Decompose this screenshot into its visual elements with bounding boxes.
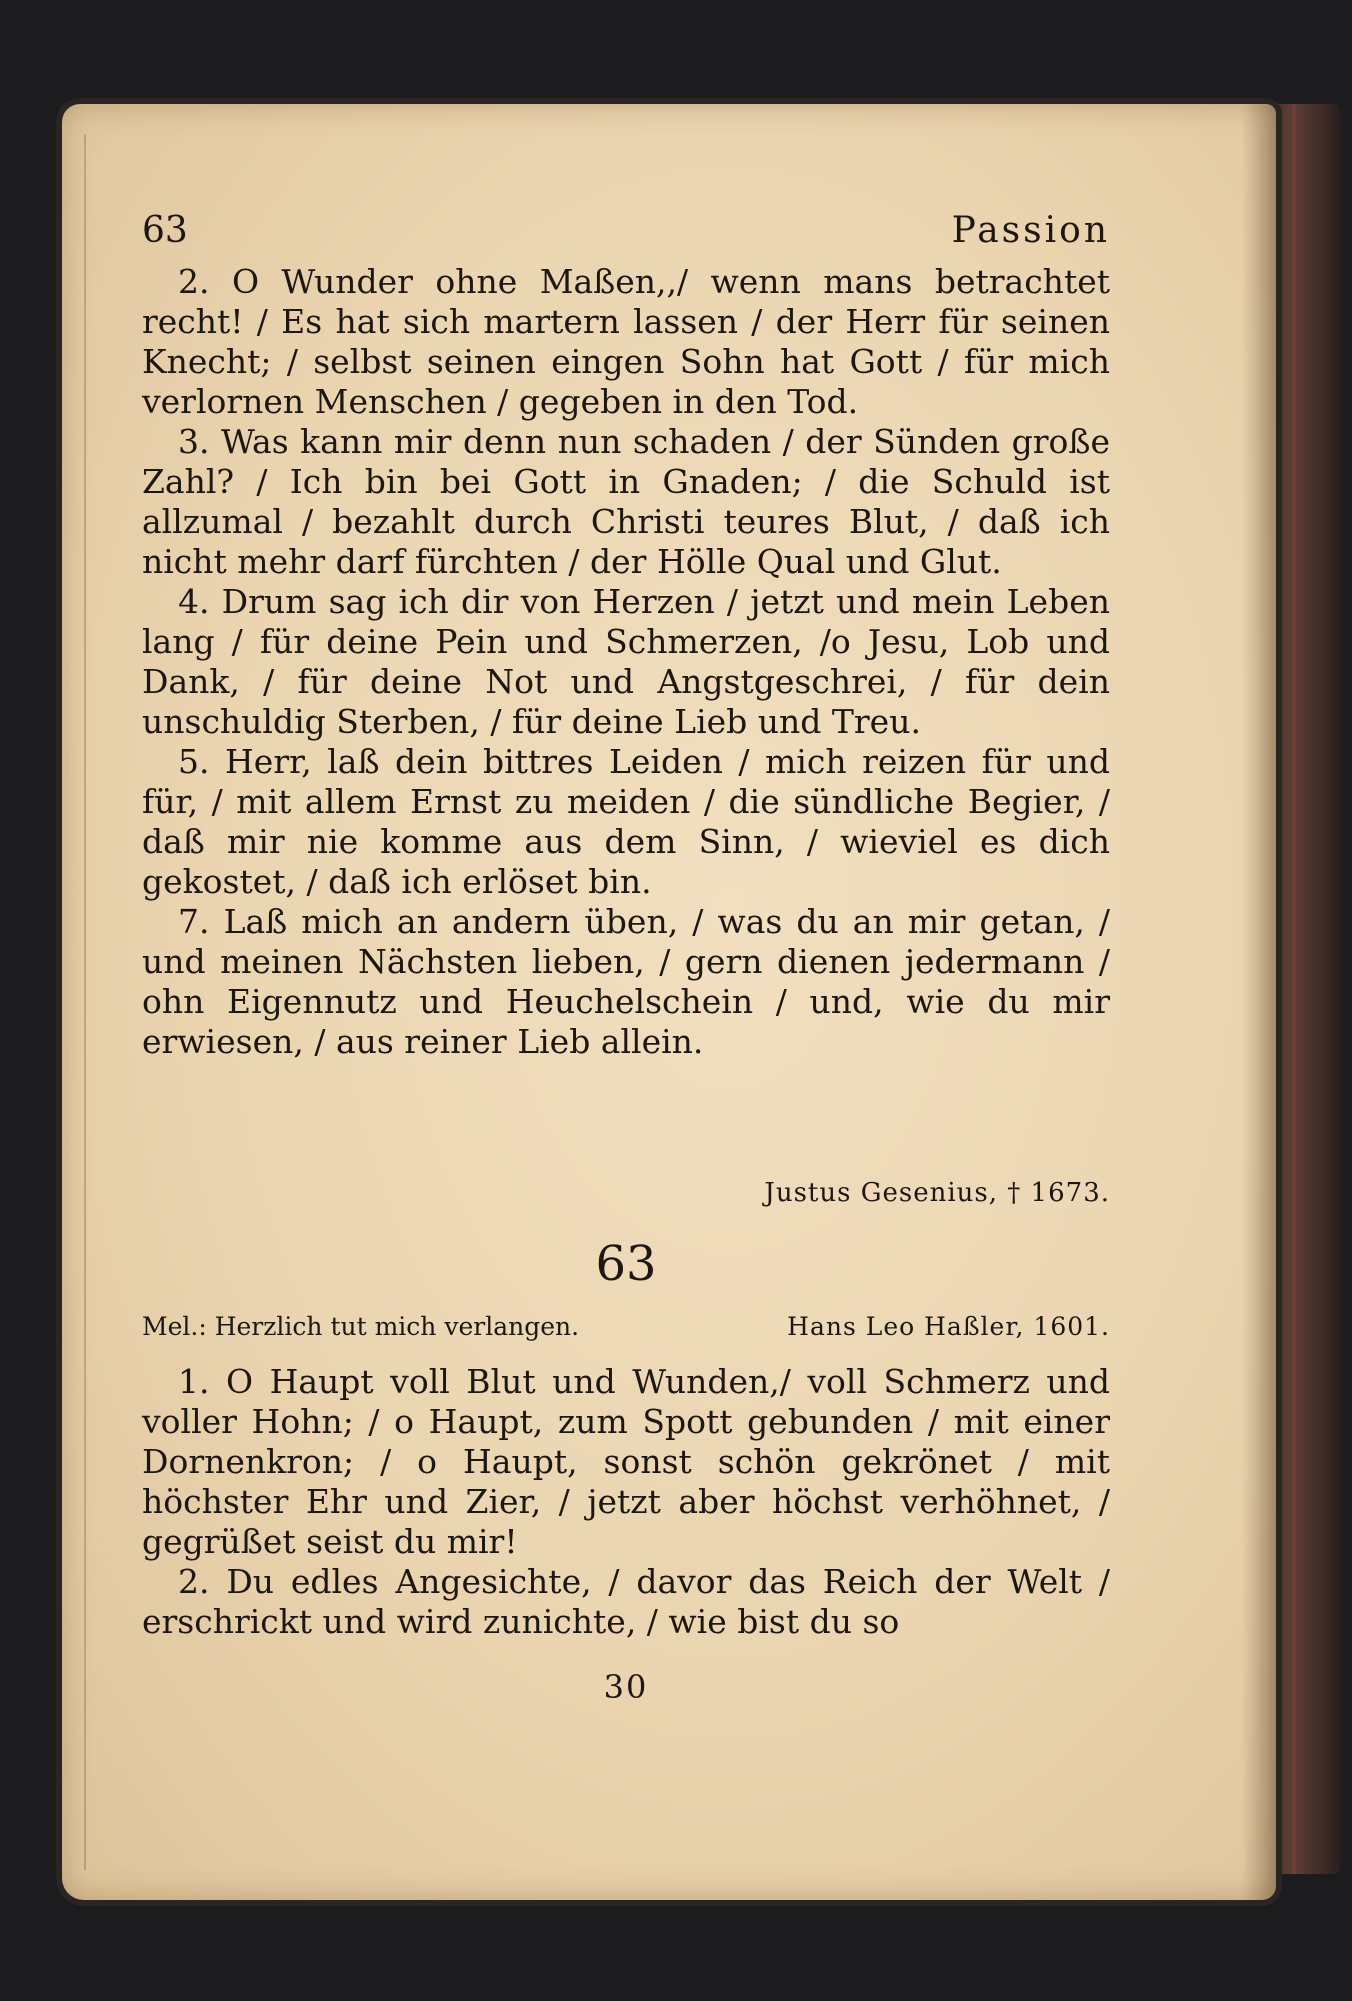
verse-text: Herr, laß dein bittres Leiden / mich reizen für und für, / mit allem Ernst zu meiden / die sündliche Begier, / daß mir nie komme aus dem Sinn, / wieviel es dich gekostet, / daß ich erlöset bin. <box>142 742 1110 901</box>
page-header <box>142 210 1110 254</box>
verse <box>142 262 1110 422</box>
verse <box>142 422 1110 582</box>
verse-number: 2. <box>178 262 210 301</box>
melody-label: Mel.: Herzlich tut mich verlangen. <box>142 1312 580 1341</box>
verse <box>142 742 1110 902</box>
page-margin-line <box>84 134 86 1870</box>
hymn-number-heading: 63 <box>595 1236 657 1292</box>
verse <box>142 902 1110 1062</box>
verse <box>142 1562 1110 1642</box>
spine-shadow <box>1242 104 1276 1900</box>
book-edge-stripe <box>1292 104 1296 1874</box>
verse-number: 1. <box>178 1362 210 1401</box>
melody-line <box>142 1312 1110 1346</box>
section-title: Passion <box>951 210 1110 251</box>
verse-number: 4. <box>178 582 210 621</box>
verse-text: O Haupt voll Blut und Wunden,/ voll Schmerz und voller Hohn; / o Haupt, zum Spott gebunden / mit einer Dornenkron; / o Haupt, sonst schön gekrönet / mit höchster Ehr und Zier, / jetzt aber höchst verhöhnet, / gegrüßet seist du mir! <box>142 1362 1110 1561</box>
verse-number: 3. <box>178 422 210 461</box>
verse-text: O Wunder ohne Maßen,,/ wenn mans betrachtet recht! / Es hat sich martern lassen / der Herr für seinen Knecht; / selbst seinen eingen Sohn hat Gott / für mich verlornen Menschen / gegeben in den Tod. <box>142 262 1110 421</box>
verse <box>142 582 1110 742</box>
verse-number: 7. <box>178 902 210 941</box>
verse-text: Du edles Angesichte, / davor das Reich der Welt / erschrickt und wird zunichte, / wie bist du so <box>142 1562 1110 1641</box>
melody-composer: Hans Leo Haßler, 1601. <box>787 1312 1110 1341</box>
verse <box>142 1362 1110 1562</box>
page-number: 30 <box>603 1668 649 1706</box>
verse-text: Drum sag ich dir von Herzen / jetzt und mein Leben lang / für deine Pein und Schmerzen, /o Jesu, Lob und Dank, / für deine Not und Angstgeschrei, / für dein unschuldig Sterben, / für deine Lieb und Treu. <box>142 582 1110 741</box>
verses-top <box>142 262 1110 1062</box>
running-hymn-number: 63 <box>142 210 188 251</box>
verse-text: Was kann mir denn nun schaden / der Sünden große Zahl? / Ich bin bei Gott in Gnaden; / die Schuld ist allzumal / bezahlt durch Christi teures Blut, / daß ich nicht mehr darf fürchten / der Hölle Qual und Glut. <box>142 422 1110 581</box>
verse-number: 5. <box>178 742 210 781</box>
verse-text: Laß mich an andern üben, / was du an mir getan, / und meinen Nächsten lieben, / gern dienen jedermann / ohn Eigennutz und Heuchelschein / und, wie du mir erwiesen, / aus reiner Lieb allein. <box>142 902 1110 1061</box>
verses-bottom <box>142 1362 1110 1642</box>
hymn-author: Justus Gesenius, † 1673. <box>764 1178 1110 1208</box>
verse-number: 2. <box>178 1562 210 1601</box>
